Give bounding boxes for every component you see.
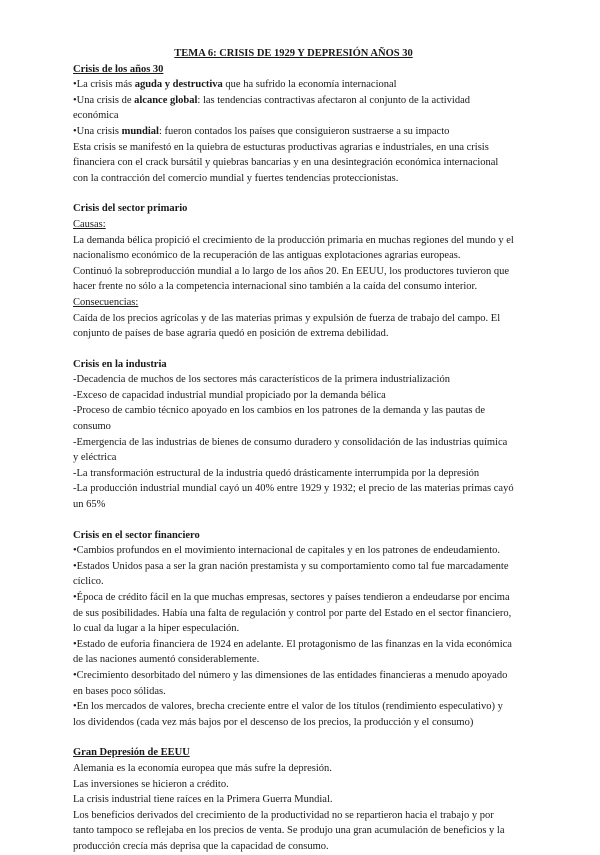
section-heading: Crisis en el sector financiero <box>73 529 200 541</box>
list-item: -Exceso de capacidad industrial mundial propiciado por la demanda bélica <box>73 389 386 401</box>
spacer <box>73 186 514 201</box>
section-crisis-anos-30 <box>73 62 514 187</box>
paragraph: Esta crisis se manifestó en la quiebra de estucturas productivas agrarias e industriales, en una crisis financiera con el crack bursátil y quiebras bancarias y en una desintegración económica internacional con la contracción del comercio mundial y fuertes tendencias proteccionistas. <box>73 141 499 184</box>
section-sector-primario <box>73 201 514 341</box>
list-item: Alemania es la economía europea que más sufre la depresión. <box>73 762 332 774</box>
section-industria <box>73 357 514 513</box>
subheading-consecuencias: Consecuencias: <box>73 296 139 308</box>
bullet-item <box>73 77 514 93</box>
list-item: -La transformación estructural de la industria quedó drásticamente interrumpida por la depresión <box>73 467 480 479</box>
list-item: •Época de crédito fácil en la que muchas empresas, sectores y países tendieron a endeudarse por encima de sus posibilidades. Había una falta de regulación y control por parte del Estado en el sector financiero, lo cual da lugar a la hiper especulación. <box>73 592 512 635</box>
list-item: -La producción industrial mundial cayó un 40% entre 1929 y 1932; el precio de las materias primas cayó un 65% <box>73 483 514 511</box>
list-item: •Cambios profundos en el movimiento internacional de capitales y en los patrones de endeudamiento. <box>73 545 501 557</box>
bullet-bold-text: aguda y destructiva <box>134 79 223 91</box>
subheading-causas: Causas: <box>73 218 106 230</box>
section-sector-financiero <box>73 528 514 731</box>
section-heading: Gran Depresión de EEUU <box>73 747 190 759</box>
bullet-text: : fueron contados los países que consiguieron sustraerse a su impacto <box>158 125 450 137</box>
spacer <box>73 730 514 745</box>
list-item: La crisis industrial tiene raíces en la Primera Guerra Mundial. <box>73 794 333 806</box>
bullet-item <box>73 93 514 124</box>
bullet-item <box>73 124 514 140</box>
paragraph: La demanda bélica propició el crecimiento de la producción primaria en muchas regiones del mundo y el nacionalismo económico de la recuperación de las antiguas explotaciones agrarias europeas. <box>73 234 514 262</box>
bullet-text: •Una crisis de <box>73 94 135 106</box>
list-item: -Proceso de cambio técnico apoyado en los cambios en los patrones de la demanda y las pautas de consumo <box>73 405 485 433</box>
bullet-text: que ha sufrido la economía internacional <box>222 79 397 91</box>
spacer <box>73 513 514 528</box>
bullet-bold-text: alcance global <box>134 94 198 106</box>
section-heading: Crisis de los años 30 <box>73 63 164 75</box>
bullet-text: : las tendencias contractivas afectaron al conjunto de la actividad económica <box>73 94 471 122</box>
list-item: •Estado de euforia financiera de 1924 en adelante. El protagonismo de las finanzas en la vida económica de las naciones aumentó considerablemente. <box>73 638 512 666</box>
list-item: Los beneficios derivados del crecimiento de la productividad no se repartieron hacia el trabajo y por tanto tampoco se reflejaba en los precios de venta. Se produjo una gran acumulación de beneficios y la producción crecía más deprisa que la capacidad de consumo. <box>73 809 505 852</box>
document-title: TEMA 6: CRISIS DE 1929 Y DEPRESIÓN AÑOS 30 <box>174 48 413 59</box>
list-item: -Decadencia de muchos de los sectores más característicos de la primera industrialización <box>73 374 450 386</box>
section-gran-depresion <box>73 745 514 854</box>
list-item: •Crecimiento desorbitado del número y las dimensiones de las entidades financieras a menudo apoyado en bases poco sólidas. <box>73 669 508 697</box>
paragraph: Continuó la sobreproducción mundial a lo largo de los años 20. En EEUU, los productores tuvieron que hacer frente no sólo a la competencia internacional sino también a la caída del consumo interior. <box>73 265 510 293</box>
list-item: -Emergencia de las industrias de bienes de consumo duradero y consolidación de las industrias química y eléctrica <box>73 436 508 464</box>
section-heading: Crisis del sector primario <box>73 203 188 215</box>
bullet-text: •La crisis más <box>73 79 135 91</box>
list-item: •En los mercados de valores, brecha creciente entre el valor de los títulos (rendimiento especulativo) y los dividendos (cada vez más bajos por el descenso de los precios, la producción y el consumo) <box>73 701 503 728</box>
bullet-bold-text: mundial <box>121 125 159 137</box>
spacer <box>73 342 514 357</box>
section-heading: Crisis en la industria <box>73 358 167 370</box>
list-item: Las inversiones se hicieron a crédito. <box>73 778 229 790</box>
list-item: •Estados Unidos pasa a ser la gran nación prestamista y su comportamiento como tal fue marcadamente cíclico. <box>73 560 509 588</box>
bullet-text: •Una crisis <box>73 125 122 137</box>
paragraph: Caída de los precios agrícolas y de las materias primas y expulsión de fuerza de trabajo del campo. El conjunto de países de base agraria quedó en posición de extrema debilidad. <box>73 312 501 340</box>
